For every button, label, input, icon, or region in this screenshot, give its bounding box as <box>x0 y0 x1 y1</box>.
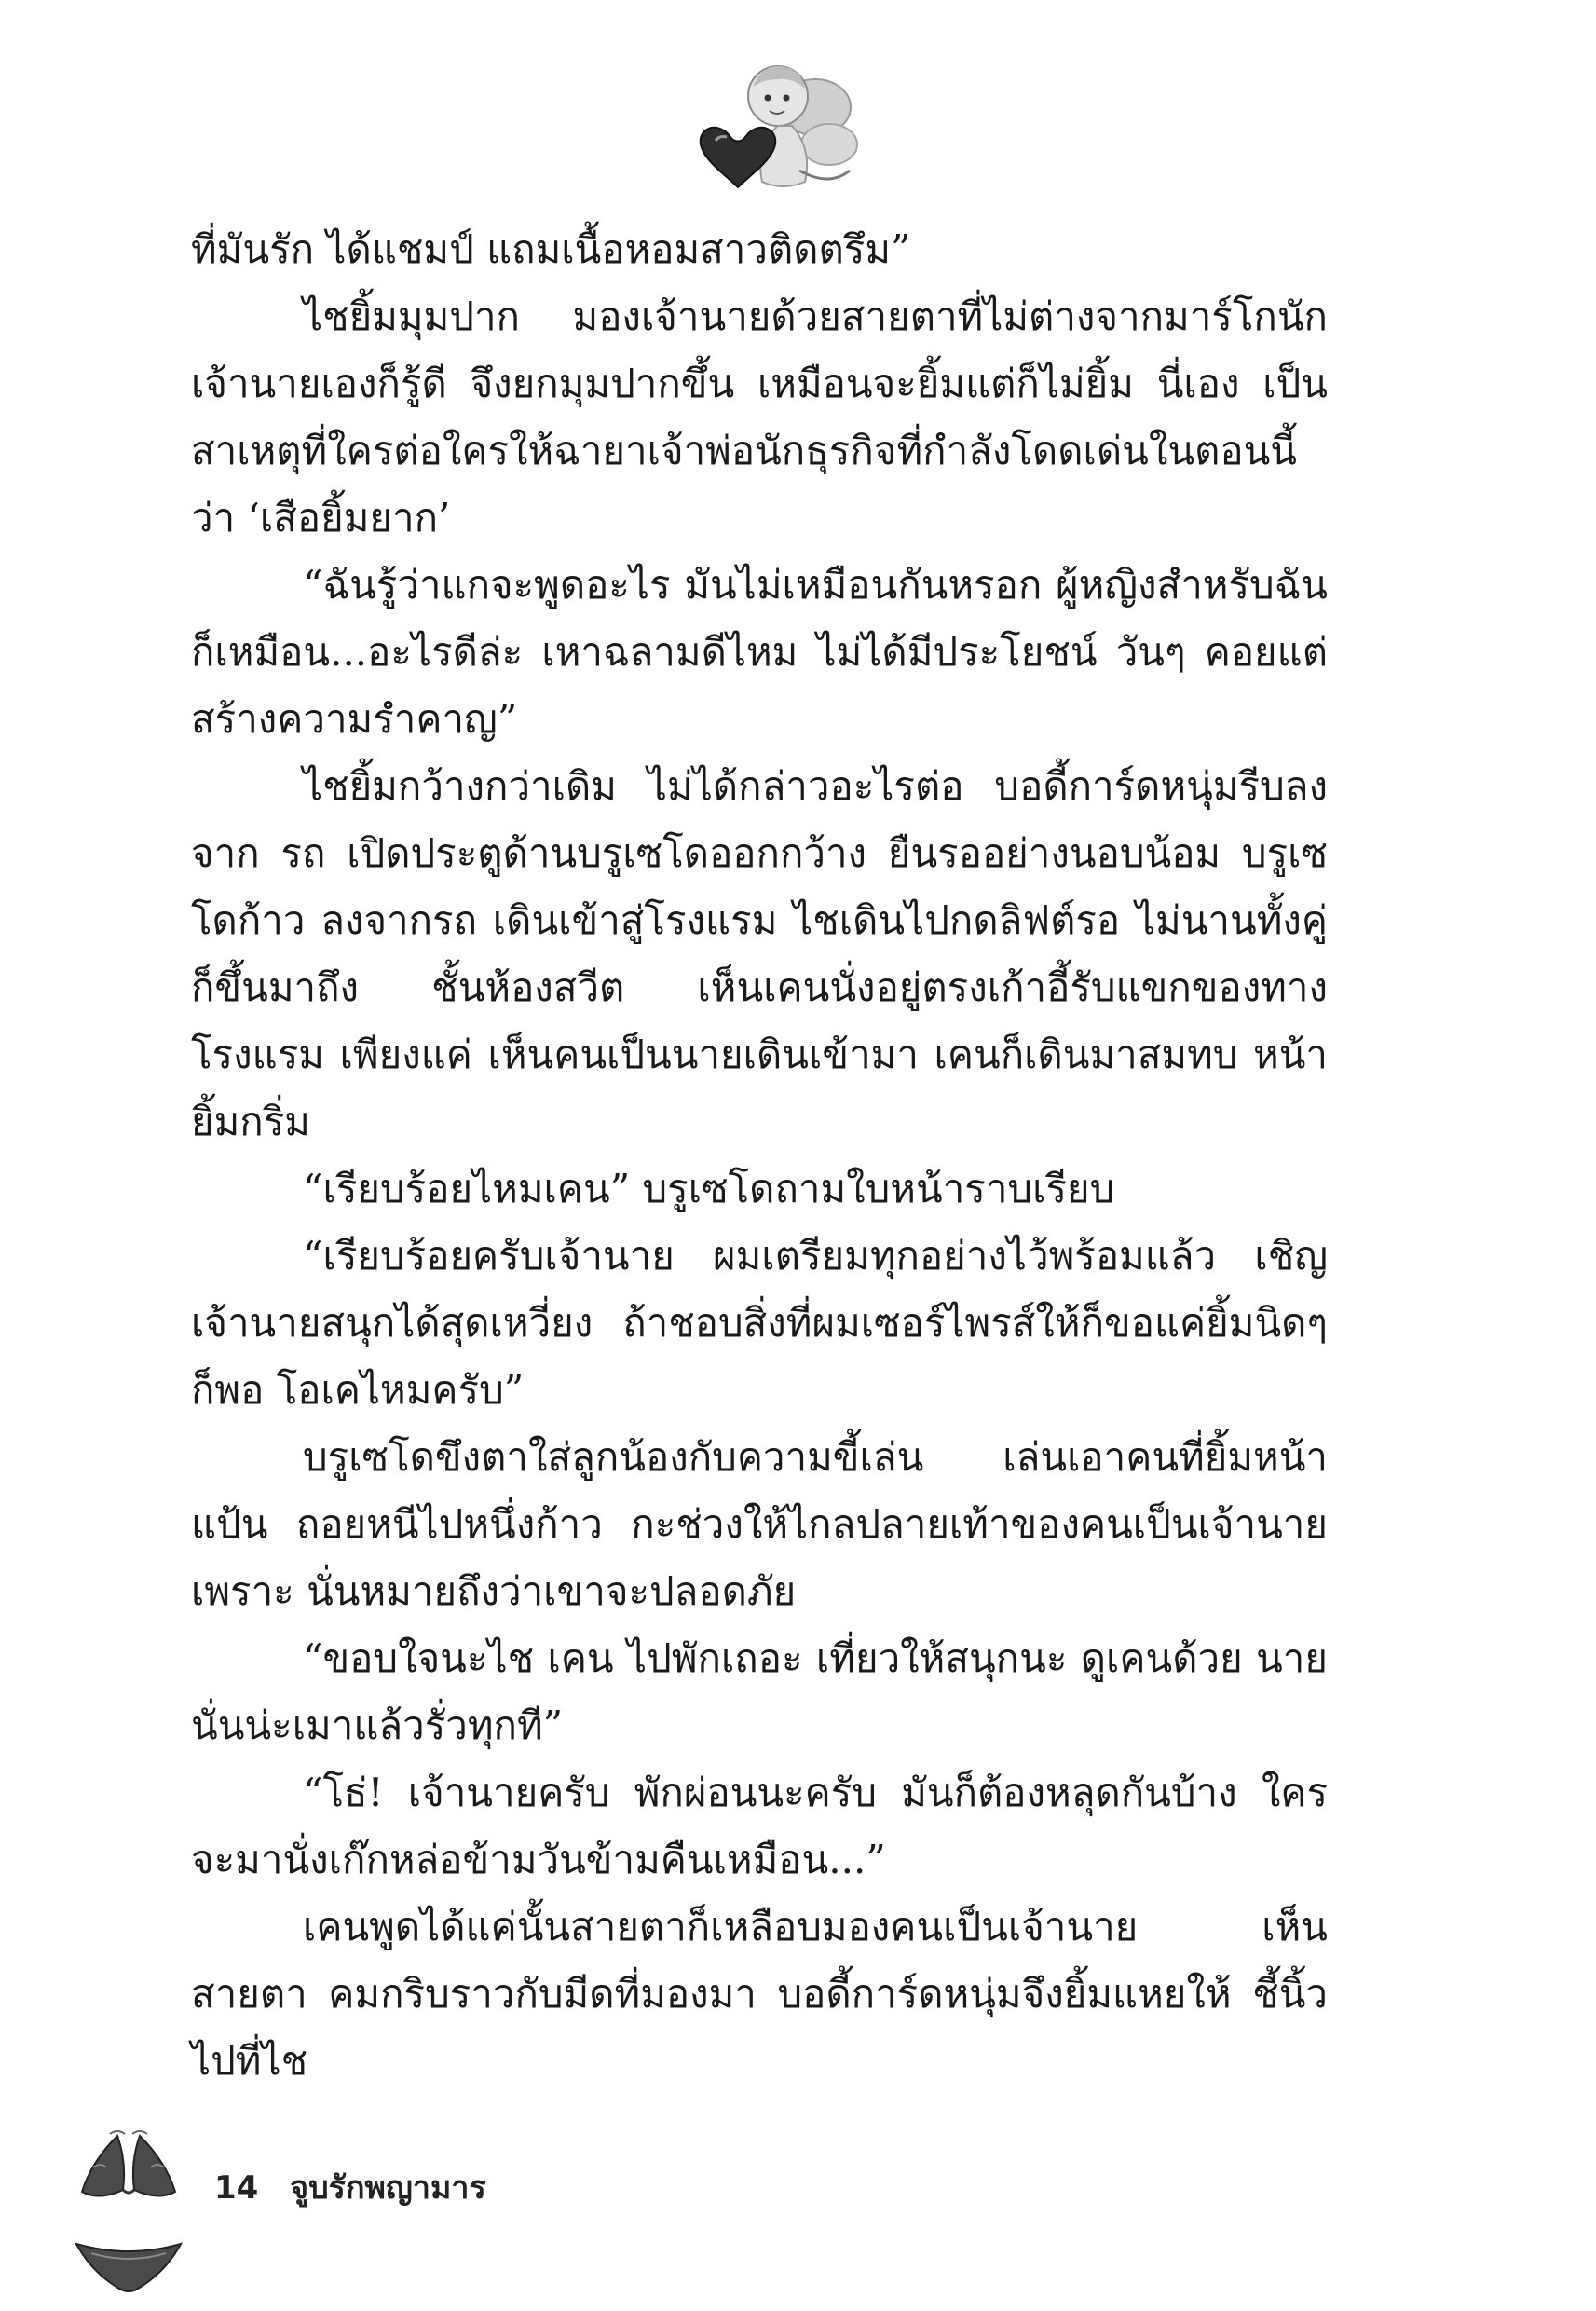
paragraph: “ขอบใจนะไช เคน ไปพักเถอะ เที่ยวให้สนุกนะ ดูเคนด้วย นาย นั่นน่ะเมาแล้วรั่วทุกที” <box>191 1635 1328 1748</box>
paragraph: บรูเซโดขึงตาใส่ลูกน้องกับความขี้เล่น เล่นเอาคนที่ยิ้มหน้าแป้น ถอยหนีไปหนึ่งก้าว กะช่วงให้ไกลปลายเท้าของคนเป็นเจ้านาย เพราะ นั่นหมายถึงว่าเขาจะปลอดภัย <box>191 1434 1328 1614</box>
paragraph: ไชยิ้มมุมปาก มองเจ้านายด้วยสายตาที่ไม่ต่างจากมาร์โกนัก เจ้านายเองก็รู้ดี จึงยกมุมปากขึ้น เหมือนจะยิ้มแต่ก็ไม่ยิ้ม นี่เอง เป็นสาเหตุที่ใครต่อใครให้ฉายาเจ้าพ่อนักธุรกิจที่กำลังโดดเด่นในตอนนี้ ว่า ‘เสือยิ้มยาก’ <box>191 294 1328 540</box>
paragraph: เคนพูดได้แค่นั้นสายตาก็เหลือบมองคนเป็นเจ้านาย เห็นสายตา คมกริบราวกับมีดที่มองมา บอดี้การ์ดหนุ่มจึงยิ้มแหยให้ ชี้นิ้วไปที่ไช <box>191 1904 1328 2084</box>
paragraph: “เรียบร้อยไหมเคน” บรูเซโดถามใบหน้าราบเรียบ <box>303 1166 1115 1211</box>
story-text <box>191 216 1328 2095</box>
cupid-heart-icon <box>689 51 866 200</box>
page-footer <box>214 2162 486 2212</box>
paragraph: “ฉันรู้ว่าแกจะพูดอะไร มันไม่เหมือนกันหรอก ผู้หญิงสำหรับฉัน ก็เหมือน...อะไรดีล่ะ เหาฉลามดีไหม ไม่ได้มีประโยชน์ วันๆ คอยแต่ สร้างความรำคาญ” <box>191 562 1328 742</box>
bikini-icon <box>73 2125 184 2302</box>
page-number: 14 <box>214 2169 259 2207</box>
paragraph: ไชยิ้มกว้างกว่าเดิม ไม่ได้กล่าวอะไรต่อ บอดี้การ์ดหนุ่มรีบลงจาก รถ เปิดประตูด้านบรูเซโดออกกว้าง ยืนรออย่างนอบน้อม บรูเซโดก้าว ลงจากรถ เดินเข้าสู่โรงแรม ไชเดินไปกดลิฟต์รอ ไม่นานทั้งคู่ก็ขึ้นมาถึง ชั้นห้องสวีต เห็นเคนนั่งอยู่ตรงเก้าอี้รับแขกของทางโรงแรม เพียงแค่ เห็นคนเป็นนายเดินเข้ามา เคนก็เดินมาสมทบ หน้ายิ้มกริ่ม <box>191 763 1328 1144</box>
paragraph: ที่มันรัก ได้แชมป์ แถมเนื้อหอมสาวติดตรึม” <box>191 226 911 272</box>
paragraph: “โธ่! เจ้านายครับ พักผ่อนนะครับ มันก็ต้องหลุดกันบ้าง ใคร จะมานั่งเก๊กหล่อข้ามวันข้ามคืนเหมือน...” <box>191 1770 1328 1882</box>
paragraph: “เรียบร้อยครับเจ้านาย ผมเตรียมทุกอย่างไว้พร้อมแล้ว เชิญ เจ้านายสนุกได้สุดเหวี่ยง ถ้าชอบสิ่งที่ผมเซอร์ไพรส์ให้ก็ขอแค่ยิ้มนิดๆ ก็พอ โอเคไหมครับ” <box>191 1233 1328 1413</box>
book-title: จูบรักพญามาร <box>290 2169 486 2207</box>
